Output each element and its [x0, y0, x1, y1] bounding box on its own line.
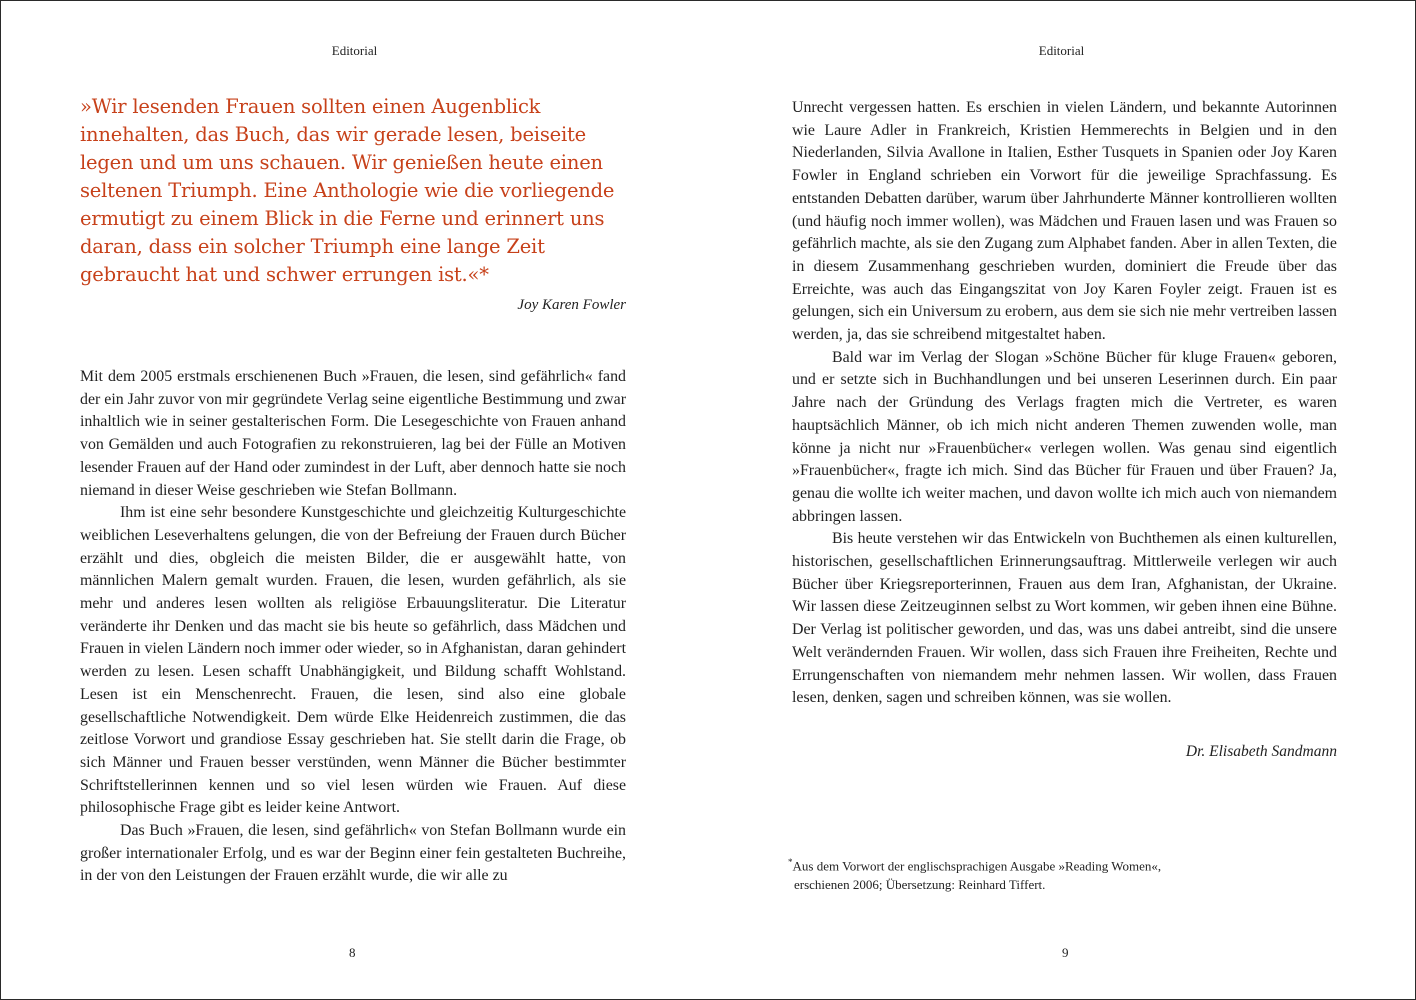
paragraph: Bald war im Verlag der Slogan »Schöne Bücher für kluge Frauen« geboren, und er setzte sich in Buchhandlungen und bei unseren Leserinnen durch. Ein paar Jahre nach der Gründung des Verlags fragten mich die Vertreter, es waren hauptsächlich Männer, ob ich mich nicht anderen Themen zuwenden wolle, man könne ja nicht nur »Frauenbücher« verlegen wollen. Was genau sind eigentlich »Frauenbücher«, fragte ich mich. Sind das Bücher für Frauen und über Frauen? Ja, genau die wollte ich weiter machen, und davon wollte ich mich auch von niemandem abbringen lassen. [792, 348, 1337, 525]
running-head-left: Editorial [331, 43, 378, 58]
paragraph: Unrecht vergessen hatten. Es erschien in vielen Ländern, und bekannte Autorinnen wie Laure Adler in Frankreich, Kristien Hemmerechts in Belgien und in den Niederlanden, Silvia Avallone in Italien, Esther Tusquets in Spanien oder Joy Karen Fowler in England schrieben ein Vorwort für die jeweilige Sprachfassung. Es entstanden Debatten darüber, warum über Jahrhunderte Männer kontrollieren wollten (und häufig noch immer wollen), was Mädchen und Frauen lasen und was Frauen so gefährlich machte, als sie den Zugang zum Alphabet fanden. Aber in allen Texten, die in diesem Zusammenhang geschrieben wurden, dominiert die Freude über das Erreichte, was auch das Eingangszitat von Joy Karen Foyler zeigt. Frauen ist es gelungen, sich ein Universum zu erobern, aus dem sie sich nie mehr vertreiben lassen werden, ja, das sie schreibend mitgestaltet haben. [792, 99, 1337, 344]
left-page [1, 1, 708, 999]
left-body-text [80, 366, 626, 888]
paragraph: Das Buch »Frauen, die lesen, sind gefährlich« von Stefan Bollmann wurde ein großer internationaler Erfolg, und es war der Beginn einer fein gestalteten Buchreihe, in der von den Leistungen der Frauen erzählt wurde, die wir alle zu [80, 822, 626, 885]
page-number-left: 8 [349, 945, 356, 960]
footnote-line-1: Aus dem Vorwort der englischsprachigen Ausgabe »Reading Women«, [792, 858, 1162, 874]
page-number-right: 9 [1062, 945, 1069, 960]
right-body-text [792, 97, 1337, 710]
footnote [788, 853, 1268, 894]
paragraph: Ihm ist eine sehr besondere Kunstgeschichte und gleichzeitig Kulturgeschichte weiblichen Leseverhaltens gelungen, die von der Befreiung der Frauen durch Bücher erzählt und dies, obgleich die meisten Bilder, die er ausgewählt hatte, von männlichen Malern gemalt wurden. Frauen, die lesen, wurden gefährlich, als sie mehr und anderes lesen wollten als religiöse Erbauungsliteratur. Die Literatur veränderte ihr Denken und das macht sie bis heute so gefährlich, dass Mädchen und Frauen in vielen Ländern noch immer oder wieder, so in Afghanistan, daran gehindert werden zu lesen. Lesen schafft Unabhängigkeit, und Bildung schafft Wohlstand. Lesen ist ein Menschenrecht. Frauen, die lesen, sind also eine globale gesellschaftliche Notwendigkeit. Dem würde Elke Heidenreich zustimmen, die das zeitlose Vorwort und grandiose Essay geschrieben hat. Sie stellt darin die Frage, ob sich Männer und Frauen besser verstünden, wenn Männer die Bücher bestimmter Schriftstellerinnen kennen und so viel lesen würden wie Frauen. Auf diese philosophische Frage gibt es leider keine Antwort. [80, 504, 626, 817]
running-head-right: Editorial [1038, 43, 1085, 58]
paragraph: Mit dem 2005 erstmals erschienenen Buch »Frauen, die lesen, sind gefährlich« fand der ein Jahr zuvor von mir gegründete Verlag seine eigentliche Bestimmung und zwar inhaltlich wie in seiner gestalterischen Form. Die Lesegeschichte von Frauen anhand von Gemälden und auch Fotografien zu rekonstruieren, lag bei der Fülle an Motiven lesender Frauen auf der Hand oder zumindest in der Luft, aber dennoch hatte sie noch niemand in dieser Weise geschrieben wie Stefan Bollmann. [80, 368, 626, 499]
signature: Dr. Elisabeth Sandmann [1185, 743, 1337, 760]
pull-quote: »Wir lesenden Frauen sollten einen Augenblick innehalten, das Buch, das wir gerade lesen, beiseite legen und um uns schauen. Wir genießen heute einen seltenen Triumph. Eine Anthologie wie die vorliegende ermutigt zu einem Blick in die Ferne und erinnert uns daran, dass ein solcher Triumph eine lange Zeit gebraucht hat und schwer errungen ist.«* [80, 95, 615, 286]
footnote-mark: * [788, 857, 793, 867]
quote-author: Joy Karen Fowler [517, 297, 626, 313]
right-page [708, 1, 1415, 999]
paragraph: Bis heute verstehen wir das Entwickeln von Buchthemen als einen kulturellen, historischen, gesellschaftlichen Erinnerungsauftrag. Mittlerweile verlegen wir auch Bücher über Kriegsreporterinnen, Frauen aus dem Iran, Afghanistan, der Ukraine. Wir lassen diese Zeitzeuginnen selbst zu Wort kommen, wir geben ihnen eine Bühne. Der Verlag ist politischer geworden, und das, was uns dabei antreibt, sind die unsere Welt verändernden Frauen. Wir wollen, dass sich Frauen ihre Freiheiten, Rechte und Errungenschaften von niemandem mehr nehmen lassen. Wir wollen, dass Frauen lesen, denken, sagen und schreiben können, was sie wollen. [792, 530, 1337, 707]
footnote-line-2: erschienen 2006; Übersetzung: Reinhard Tiffert. [794, 877, 1046, 893]
